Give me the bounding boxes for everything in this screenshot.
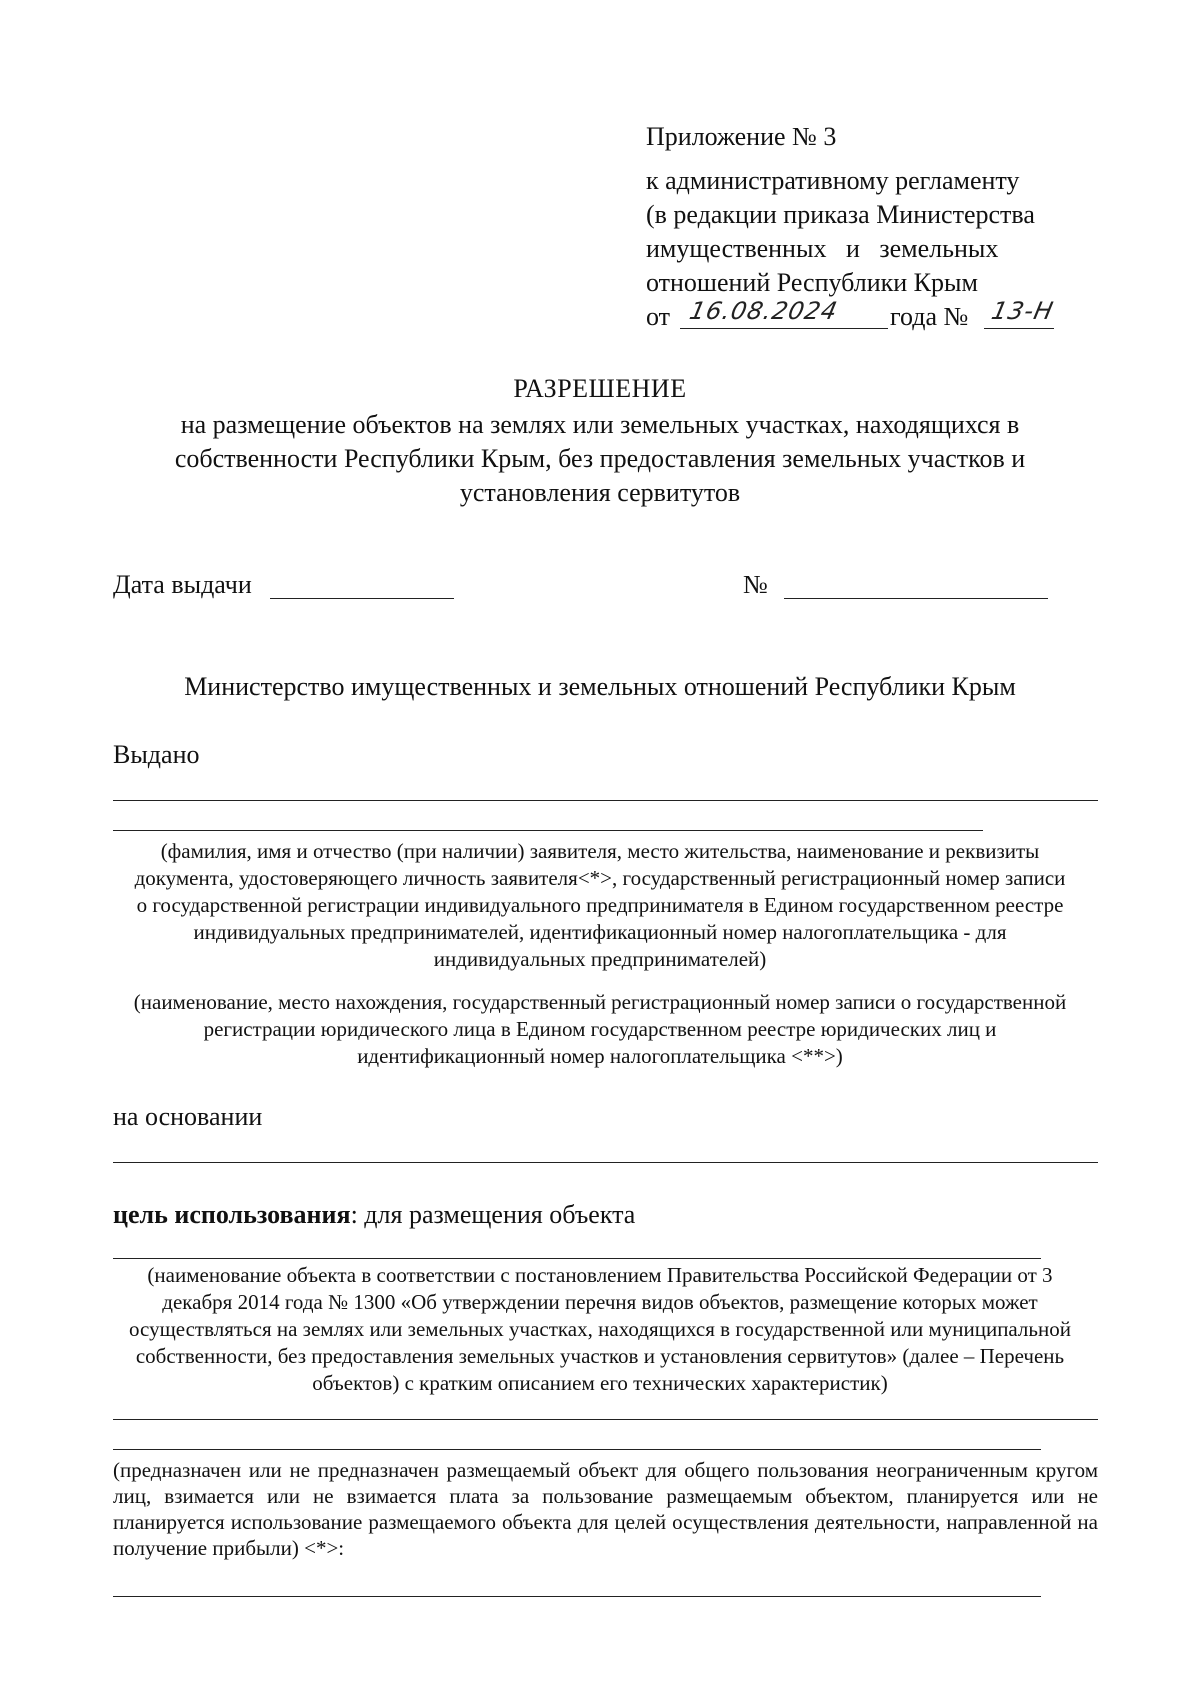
document-subtitle <box>100 408 1100 510</box>
year-number-label: года № <box>890 302 969 331</box>
handwritten-date <box>680 294 888 329</box>
object-note-line-1: (наименование объекта в соответствии с постановлением Правительства Российской Федерации от 3 <box>147 1263 1053 1287</box>
subtitle-line-3: установления сервитутов <box>459 478 741 507</box>
handwritten-number-value: 13-Н <box>989 297 1057 325</box>
designation-note: (предназначен или не предназначен размещаемый объект для общего пользования неограниченным кругом лиц, взимается или не взимается плата за пользование размещаемым объектом, планируется или не планируется использование размещаемого объекта для целей осуществления деятельности, направленной на получение прибыли) <*>: <box>113 1458 1098 1560</box>
object-note <box>100 1262 1100 1397</box>
appendix-line-1: к административному регламенту <box>646 166 1020 195</box>
purpose-label-rest: : для размещения объекта <box>350 1200 636 1229</box>
issued-field-line-2[interactable] <box>113 830 983 831</box>
subtitle-line-2: собственности Республики Крым, без предоставления земельных участков и <box>174 444 1026 473</box>
designation-field-line[interactable] <box>113 1596 1041 1597</box>
legal-note-line-3: идентификационный номер налогоплательщика <**>) <box>357 1044 843 1068</box>
object-note-line-3: осуществляться на землях или земельных участках, находящихся в государственной или муниципальной <box>129 1317 1071 1341</box>
handwritten-date-value: 16.08.2024 <box>687 297 841 325</box>
subtitle-line-1: на размещение объектов на землях или земельных участках, находящихся в <box>180 410 1020 439</box>
legal-note-line-1: (наименование, место нахождения, государственный регистрационный номер записи о государственной <box>133 990 1067 1014</box>
basis-field-line[interactable] <box>113 1162 1098 1163</box>
basis-label: на основании <box>113 1102 263 1131</box>
individual-note-line-4: индивидуальных предпринимателей, идентификационный номер налогоплательщика - для <box>193 920 1007 944</box>
legal-entity-note <box>100 989 1100 1070</box>
issued-field-line-1[interactable] <box>113 800 1098 801</box>
purpose-field-line[interactable] <box>113 1258 1041 1259</box>
object-field-line-1[interactable] <box>113 1419 1098 1420</box>
date-prefix: от <box>646 302 671 331</box>
appendix-line-3: имущественных и земельных <box>646 234 999 263</box>
object-note-line-5: объектов) с кратким описанием его технических характеристик) <box>312 1371 888 1395</box>
appendix-line-4: отношений Республики Крым <box>646 268 978 297</box>
legal-note-line-2: регистрации юридического лица в Едином государственном реестре юридических лиц и <box>203 1017 997 1041</box>
ministry-name: Министерство имущественных и земельных отношений Республики Крым <box>184 672 1016 701</box>
purpose-label-bold: цель использования <box>113 1200 351 1229</box>
individual-note-line-1: (фамилия, имя и отчество (при наличии) заявителя, место жительства, наименование и реквизиты <box>160 839 1040 863</box>
purpose-label <box>113 1198 635 1232</box>
appendix-title: Приложение № 3 <box>646 122 837 151</box>
individual-note-line-2: документа, удостоверяющего личность заявителя<*>, государственный регистрационный номер записи <box>134 866 1066 890</box>
appendix-block <box>646 120 1106 336</box>
object-note-line-2: декабря 2014 года № 1300 «Об утверждении перечня видов объектов, размещение которых может <box>162 1290 1038 1314</box>
issued-label: Выдано <box>113 740 200 769</box>
appendix-date-line <box>646 297 1106 336</box>
object-field-line-2[interactable] <box>113 1449 1041 1450</box>
issue-number-label: № <box>743 570 768 599</box>
individual-note-line-5: индивидуальных предпринимателей) <box>433 947 767 971</box>
appendix-line-2: (в редакции приказа Министерства <box>646 200 1035 229</box>
issue-number-field[interactable] <box>784 598 1048 599</box>
object-note-line-4: собственности, без предоставления земельных участков и установления сервитутов» (далее – Перечень <box>135 1344 1065 1368</box>
issue-date-label: Дата выдачи <box>113 570 252 599</box>
issue-date-field[interactable] <box>270 598 454 599</box>
document-title: РАЗРЕШЕНИЕ <box>513 374 687 403</box>
individual-note-line-3: о государственной регистрации индивидуального предпринимателя в Едином государственном реестре <box>136 893 1064 917</box>
individual-note <box>100 838 1100 973</box>
handwritten-number <box>984 294 1057 329</box>
